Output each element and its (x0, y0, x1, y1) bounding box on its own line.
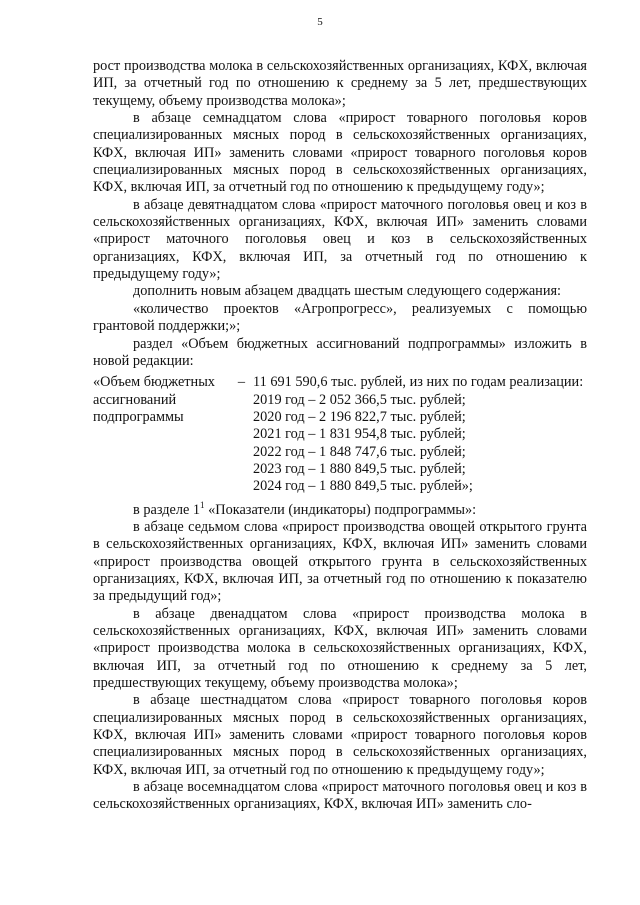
budget-label-cell (93, 374, 253, 495)
budget-year-line: 2020 год – 2 196 822,7 тыс. рублей; (253, 408, 466, 425)
section-heading-prefix: в разделе 1 (133, 501, 201, 518)
paragraph: в абзаце двенадцатом слова «прирост производства молока в сельскохозяйственных организациях, КФХ, включая ИП» заменить словами «прирост производства молока в сельскохозяйственных организациях, КФХ, включая ИП, за отчетный год по отношению к среднему за 5 лет, предшествующих текущему, объему производства молока»; (93, 605, 587, 692)
budget-year-line: 2019 год – 2 052 366,5 тыс. рублей; (253, 391, 466, 408)
budget-total: 11 691 590,6 тыс. рублей, из них по годам реализации: (253, 374, 584, 391)
paragraph: дополнить новым абзацем двадцать шестым следующего содержания: (133, 283, 562, 300)
section-heading (93, 499, 587, 519)
paragraph: в абзаце седьмом слова «прирост производства овощей открытого грунта в сельскохозяйственных организациях, КФХ, включая ИП» заменить словами «прирост производства овощей открытого грунта в сельскохозяйственных организациях, КФХ, включая ИП, за отчетный год по отношению к показателю за предыдущий год»; (93, 518, 587, 605)
budget-content (253, 374, 587, 495)
budget-year-line: 2022 год – 1 848 747,6 тыс. рублей; (253, 443, 466, 460)
budget-block (93, 374, 587, 495)
budget-year-line: 2024 год – 1 880 849,5 тыс. рублей»; (253, 478, 473, 495)
paragraph: в абзаце девятнадцатом слова «прирост маточного поголовья овец и коз в сельскохозяйственных организациях, КФХ, включая ИП» заменить словами «прирост маточного поголовья овец и коз в сельскохозяйственных организациях, КФХ, включая ИП, за отчетный год по отношению к предыдущему году»; (93, 196, 587, 283)
section-heading-suffix: «Показатели (индикаторы) подпрограммы»: (204, 501, 477, 518)
paragraph: в абзаце шестнадцатом слова «прирост товарного поголовья коров специализированных мясных пород в сельскохозяйственных организациях, КФХ, включая ИП» заменить словами «прирост товарного поголовья коров специализированных мясных пород в сельскохозяйственных организациях, КФХ, включая ИП, за отчетный год по отношению к предыдущему году»; (93, 692, 587, 778)
paragraph: «количество проектов «Агропрогресс», реализуемых с помощью грантовой поддержки;»; (93, 300, 587, 335)
paragraph: в абзаце семнадцатом слова «прирост товарного поголовья коров специализированных мясных пород в сельскохозяйственных организациях, КФХ, включая ИП» заменить словами «прирост товарного поголовья коров специализированных мясных пород в сельскохозяйственных организациях, КФХ, включая ИП, за отчетный год по отношению к предыдущему году»; (93, 110, 587, 196)
budget-dash: – (237, 374, 245, 391)
budget-years-list (253, 392, 587, 496)
paragraph: раздел «Объем бюджетных ассигнований подпрограммы» изложить в новой редакции: (93, 335, 587, 369)
paragraph: в абзаце восемнадцатом слова «прирост маточного поголовья овец и коз в сельскохозяйственных организациях, КФХ, включая ИП» заменить сло- (93, 779, 587, 813)
budget-label: «Объем бюджетных ассигнований подпрограммы (93, 374, 215, 425)
paragraph: рост производства молока в сельскохозяйственных организациях, КФХ, включая ИП, за отчетный год по отношению к среднему за 5 лет, предшествующих текущему, объему производства молока»; (93, 58, 587, 109)
budget-year-line: 2021 год – 1 831 954,8 тыс. рублей; (253, 426, 466, 443)
document-body (93, 58, 587, 814)
page-number: 5 (317, 16, 323, 28)
section-heading-sup: 1 (200, 499, 205, 510)
budget-year-line: 2023 год – 1 880 849,5 тыс. рублей; (253, 460, 466, 477)
